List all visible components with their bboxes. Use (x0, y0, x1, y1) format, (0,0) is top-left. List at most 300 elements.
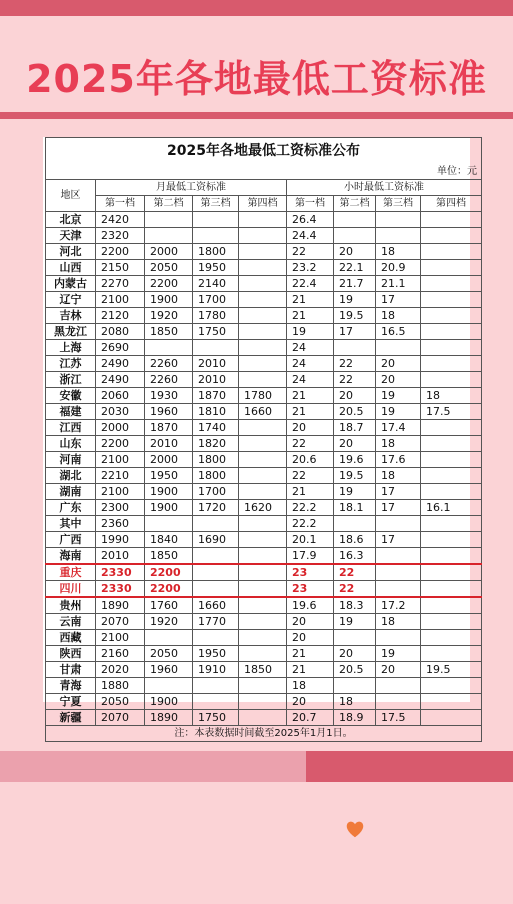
monthly-tier-1-cell: 2020 (96, 662, 145, 678)
region-cell: 宁夏 (46, 694, 96, 710)
monthly-tier-2-cell: 1900 (145, 484, 193, 500)
hourly-tier-4-cell (421, 630, 482, 646)
hourly-tier-1-cell: 17.9 (287, 548, 334, 565)
table-row (46, 276, 482, 292)
monthly-tier-3-cell: 1800 (193, 468, 239, 484)
monthly-tier-3-cell (193, 630, 239, 646)
monthly-tier-3-cell: 1700 (193, 292, 239, 308)
hourly-tier-3-cell: 16.5 (376, 324, 421, 340)
region-cell: 广西 (46, 532, 96, 548)
hourly-tier-4-cell: 18 (421, 388, 482, 404)
monthly-tier-1-cell: 2050 (96, 694, 145, 710)
hourly-tier-3-cell: 20 (376, 356, 421, 372)
monthly-tier-2-cell: 2050 (145, 646, 193, 662)
hourly-tier-2-cell: 20 (334, 646, 376, 662)
hourly-tier-4-header: 第四档 (421, 196, 482, 212)
monthly-tier-3-cell (193, 228, 239, 244)
hourly-tier-1-cell: 22 (287, 468, 334, 484)
table-row (46, 581, 482, 598)
hourly-tier-2-cell: 19.5 (334, 308, 376, 324)
monthly-tier-2-cell: 1760 (145, 597, 193, 614)
monthly-tier-4-cell (239, 646, 287, 662)
page-title: 2025年各地最低工资标准 (26, 57, 487, 101)
monthly-tier-2-cell: 1930 (145, 388, 193, 404)
monthly-tier-3-cell (193, 678, 239, 694)
monthly-tier-3-cell (193, 516, 239, 532)
region-cell: 安徽 (46, 388, 96, 404)
hourly-tier-1-cell: 18 (287, 678, 334, 694)
hourly-tier-2-cell: 19.5 (334, 468, 376, 484)
hourly-tier-2-cell: 18 (334, 694, 376, 710)
monthly-tier-2-cell: 1900 (145, 292, 193, 308)
monthly-tier-1-cell: 1890 (96, 597, 145, 614)
region-cell: 黑龙江 (46, 324, 96, 340)
region-cell: 陕西 (46, 646, 96, 662)
monthly-tier-1-cell: 2100 (96, 630, 145, 646)
hourly-tier-4-cell: 17.5 (421, 404, 482, 420)
monthly-tier-1-cell: 2270 (96, 276, 145, 292)
hourly-tier-3-cell (376, 228, 421, 244)
monthly-tier-2-cell: 1850 (145, 548, 193, 565)
monthly-tier-4-cell (239, 581, 287, 598)
table-row (46, 614, 482, 630)
hourly-tier-1-header: 第一档 (287, 196, 334, 212)
hourly-tier-2-cell (334, 228, 376, 244)
hourly-tier-3-cell: 19 (376, 388, 421, 404)
hourly-tier-2-cell: 18.9 (334, 710, 376, 726)
monthly-tier-4-cell (239, 340, 287, 356)
hourly-tier-4-cell (421, 436, 482, 452)
hourly-tier-3-cell (376, 212, 421, 228)
hourly-tier-1-cell: 22.2 (287, 500, 334, 516)
hourly-tier-1-cell: 20.7 (287, 710, 334, 726)
monthly-tier-3-cell: 1870 (193, 388, 239, 404)
region-cell: 贵州 (46, 597, 96, 614)
table-row (46, 404, 482, 420)
region-cell: 河北 (46, 244, 96, 260)
hourly-tier-1-cell: 20 (287, 630, 334, 646)
monthly-tier-3-cell: 2140 (193, 276, 239, 292)
monthly-tier-2-cell: 2050 (145, 260, 193, 276)
monthly-tier-1-cell: 2210 (96, 468, 145, 484)
monthly-tier-2-cell: 2260 (145, 372, 193, 388)
hourly-tier-1-cell: 26.4 (287, 212, 334, 228)
table-row (46, 597, 482, 614)
monthly-tier-4-cell (239, 292, 287, 308)
region-cell: 吉林 (46, 308, 96, 324)
hourly-tier-4-cell (421, 710, 482, 726)
monthly-tier-1-cell: 2330 (96, 564, 145, 581)
hourly-tier-4-cell (421, 308, 482, 324)
monthly-tier-4-cell (239, 630, 287, 646)
monthly-tier-3-cell (193, 340, 239, 356)
hourly-tier-4-cell (421, 548, 482, 565)
monthly-tier-1-cell: 2490 (96, 356, 145, 372)
table-row (46, 694, 482, 710)
monthly-tier-4-cell: 1780 (239, 388, 287, 404)
monthly-tier-2-cell: 1960 (145, 662, 193, 678)
region-cell: 江苏 (46, 356, 96, 372)
monthly-tier-2-cell: 1960 (145, 404, 193, 420)
monthly-tier-1-cell: 2000 (96, 420, 145, 436)
monthly-tier-4-cell (239, 324, 287, 340)
monthly-tier-3-cell: 1720 (193, 500, 239, 516)
hourly-tier-2-cell: 22 (334, 581, 376, 598)
hourly-tier-2-cell: 17 (334, 324, 376, 340)
monthly-tier-1-cell: 1880 (96, 678, 145, 694)
hourly-header: 小时最低工资标准 (287, 180, 482, 196)
monthly-tier-1-cell: 2150 (96, 260, 145, 276)
title-underline (0, 112, 513, 119)
decorative-band-right (306, 751, 513, 782)
region-cell: 浙江 (46, 372, 96, 388)
hourly-tier-3-cell (376, 564, 421, 581)
monthly-tier-4-cell (239, 260, 287, 276)
monthly-tier-2-cell (145, 212, 193, 228)
table-row (46, 356, 482, 372)
region-cell: 福建 (46, 404, 96, 420)
hourly-tier-4-cell (421, 372, 482, 388)
monthly-tier-1-cell: 2080 (96, 324, 145, 340)
hourly-tier-4-cell (421, 516, 482, 532)
hourly-tier-3-cell (376, 516, 421, 532)
monthly-tier-3-header: 第三档 (193, 196, 239, 212)
region-cell: 重庆 (46, 564, 96, 581)
monthly-tier-1-cell: 2360 (96, 516, 145, 532)
hourly-tier-3-cell: 17.5 (376, 710, 421, 726)
monthly-tier-1-cell: 1990 (96, 532, 145, 548)
region-cell: 内蒙古 (46, 276, 96, 292)
region-cell: 云南 (46, 614, 96, 630)
monthly-tier-3-cell: 1770 (193, 614, 239, 630)
hourly-tier-2-cell: 20 (334, 388, 376, 404)
hourly-tier-2-cell: 22 (334, 372, 376, 388)
hourly-tier-4-cell (421, 292, 482, 308)
table-row (46, 564, 482, 581)
hourly-tier-2-cell: 18.6 (334, 532, 376, 548)
hourly-tier-4-cell (421, 244, 482, 260)
hourly-tier-1-cell: 22.4 (287, 276, 334, 292)
monthly-tier-1-cell: 2100 (96, 292, 145, 308)
top-band (0, 0, 513, 16)
hourly-tier-3-cell: 19 (376, 646, 421, 662)
hourly-tier-4-cell: 19.5 (421, 662, 482, 678)
hourly-tier-2-cell: 22 (334, 564, 376, 581)
monthly-tier-4-cell (239, 484, 287, 500)
monthly-tier-4-cell (239, 516, 287, 532)
tier-header-row (46, 196, 482, 212)
hourly-tier-4-cell (421, 694, 482, 710)
hourly-tier-3-cell: 18 (376, 468, 421, 484)
monthly-tier-3-cell: 1950 (193, 646, 239, 662)
hourly-tier-2-cell: 19.6 (334, 452, 376, 468)
hourly-tier-3-cell (376, 340, 421, 356)
hourly-tier-3-cell (376, 548, 421, 565)
monthly-tier-4-cell (239, 420, 287, 436)
monthly-tier-1-cell: 2010 (96, 548, 145, 565)
monthly-tier-4-cell (239, 597, 287, 614)
wage-table-card (43, 137, 478, 739)
hourly-tier-2-cell: 20.5 (334, 662, 376, 678)
hourly-tier-2-cell: 19 (334, 292, 376, 308)
monthly-tier-3-cell: 1740 (193, 420, 239, 436)
monthly-tier-3-cell: 1820 (193, 436, 239, 452)
hourly-tier-2-cell: 18.3 (334, 597, 376, 614)
monthly-tier-4-cell (239, 678, 287, 694)
monthly-tier-1-cell: 2060 (96, 388, 145, 404)
table-row (46, 244, 482, 260)
monthly-tier-3-cell: 1780 (193, 308, 239, 324)
monthly-tier-2-cell (145, 228, 193, 244)
monthly-tier-3-cell: 1910 (193, 662, 239, 678)
monthly-tier-4-cell (239, 276, 287, 292)
monthly-tier-1-cell: 2100 (96, 452, 145, 468)
table-row (46, 436, 482, 452)
monthly-tier-3-cell: 1690 (193, 532, 239, 548)
table-row (46, 372, 482, 388)
monthly-tier-2-cell: 1920 (145, 614, 193, 630)
monthly-tier-1-cell: 2320 (96, 228, 145, 244)
monthly-tier-2-cell: 2000 (145, 244, 193, 260)
hourly-tier-4-cell (421, 260, 482, 276)
monthly-tier-2-cell: 2200 (145, 581, 193, 598)
hourly-tier-1-cell: 21 (287, 646, 334, 662)
hourly-tier-4-cell (421, 597, 482, 614)
hourly-tier-3-cell (376, 581, 421, 598)
hourly-tier-4-cell (421, 212, 482, 228)
hourly-tier-2-cell: 21.7 (334, 276, 376, 292)
hourly-tier-1-cell: 21 (287, 404, 334, 420)
table-row (46, 324, 482, 340)
monthly-tier-1-cell: 2030 (96, 404, 145, 420)
hourly-tier-2-cell (334, 678, 376, 694)
hourly-tier-3-cell (376, 678, 421, 694)
hourly-tier-2-cell: 16.3 (334, 548, 376, 565)
monthly-tier-3-cell: 2010 (193, 372, 239, 388)
hourly-tier-4-cell (421, 532, 482, 548)
hourly-tier-1-cell: 21 (287, 292, 334, 308)
hourly-tier-2-cell: 22 (334, 356, 376, 372)
hourly-tier-4-cell (421, 614, 482, 630)
hourly-tier-1-cell: 20.6 (287, 452, 334, 468)
monthly-tier-2-cell: 1850 (145, 324, 193, 340)
hourly-tier-3-cell: 20 (376, 662, 421, 678)
monthly-header: 月最低工资标准 (96, 180, 287, 196)
monthly-tier-1-cell: 2160 (96, 646, 145, 662)
table-row (46, 532, 482, 548)
monthly-tier-3-cell (193, 212, 239, 228)
monthly-tier-3-cell: 2010 (193, 356, 239, 372)
monthly-tier-3-cell: 1750 (193, 324, 239, 340)
region-cell: 北京 (46, 212, 96, 228)
hourly-tier-1-cell: 24 (287, 372, 334, 388)
hourly-tier-3-header: 第三档 (376, 196, 421, 212)
monthly-tier-4-cell (239, 710, 287, 726)
hourly-tier-3-cell: 17 (376, 500, 421, 516)
monthly-tier-2-cell: 2010 (145, 436, 193, 452)
monthly-tier-3-cell (193, 581, 239, 598)
hourly-tier-2-cell: 19 (334, 484, 376, 500)
wage-table (45, 137, 482, 742)
hourly-tier-4-cell (421, 468, 482, 484)
hourly-tier-4-cell (421, 484, 482, 500)
hourly-tier-4-cell (421, 646, 482, 662)
hourly-tier-3-cell: 18 (376, 244, 421, 260)
monthly-tier-1-cell: 2690 (96, 340, 145, 356)
hourly-tier-2-cell (334, 630, 376, 646)
monthly-tier-3-cell: 1800 (193, 452, 239, 468)
table-row (46, 646, 482, 662)
hourly-tier-3-cell: 18 (376, 308, 421, 324)
table-row (46, 468, 482, 484)
monthly-tier-4-cell (239, 548, 287, 565)
table-row (46, 260, 482, 276)
monthly-tier-2-cell: 2000 (145, 452, 193, 468)
heart-icon (344, 818, 366, 840)
hourly-tier-1-cell: 21 (287, 484, 334, 500)
region-cell: 广东 (46, 500, 96, 516)
table-row (46, 516, 482, 532)
region-cell: 辽宁 (46, 292, 96, 308)
hourly-tier-2-cell (334, 516, 376, 532)
region-cell: 青海 (46, 678, 96, 694)
monthly-tier-1-cell: 2200 (96, 436, 145, 452)
hourly-tier-1-cell: 20 (287, 614, 334, 630)
monthly-tier-4-cell (239, 452, 287, 468)
unit-label: 单位：元 (46, 164, 482, 180)
region-cell: 湖北 (46, 468, 96, 484)
hourly-tier-2-cell: 20 (334, 244, 376, 260)
hourly-tier-2-cell: 18.1 (334, 500, 376, 516)
monthly-tier-3-cell: 1660 (193, 597, 239, 614)
table-row (46, 548, 482, 565)
hourly-tier-1-cell: 22 (287, 244, 334, 260)
hourly-tier-4-cell (421, 452, 482, 468)
hourly-tier-3-cell: 17.4 (376, 420, 421, 436)
monthly-tier-3-cell: 1750 (193, 710, 239, 726)
hourly-tier-3-cell: 20 (376, 372, 421, 388)
monthly-tier-2-cell: 1950 (145, 468, 193, 484)
monthly-tier-1-cell: 2120 (96, 308, 145, 324)
monthly-tier-3-cell (193, 694, 239, 710)
table-row (46, 500, 482, 516)
monthly-tier-4-cell (239, 244, 287, 260)
monthly-tier-4-cell (239, 436, 287, 452)
hourly-tier-2-header: 第二档 (334, 196, 376, 212)
hourly-tier-4-cell (421, 564, 482, 581)
hourly-tier-3-cell: 17.6 (376, 452, 421, 468)
table-note: 注：本表数据时间截至2025年1月1日。 (46, 726, 482, 742)
monthly-tier-3-cell (193, 548, 239, 565)
hourly-tier-3-cell: 19 (376, 404, 421, 420)
monthly-tier-2-cell: 1920 (145, 308, 193, 324)
hourly-tier-3-cell: 17 (376, 484, 421, 500)
hourly-tier-2-cell: 20 (334, 436, 376, 452)
monthly-tier-4-cell (239, 564, 287, 581)
hourly-tier-1-cell: 23.2 (287, 260, 334, 276)
monthly-tier-3-cell: 1800 (193, 244, 239, 260)
hourly-tier-1-cell: 20 (287, 420, 334, 436)
region-cell: 天津 (46, 228, 96, 244)
monthly-tier-2-cell: 2200 (145, 564, 193, 581)
hourly-tier-3-cell (376, 694, 421, 710)
hourly-tier-1-cell: 20.1 (287, 532, 334, 548)
monthly-tier-2-cell: 1890 (145, 710, 193, 726)
hourly-tier-4-cell (421, 581, 482, 598)
monthly-tier-1-cell: 2300 (96, 500, 145, 516)
hourly-tier-4-cell (421, 324, 482, 340)
hourly-tier-1-cell: 22.2 (287, 516, 334, 532)
region-cell: 上海 (46, 340, 96, 356)
hourly-tier-4-cell (421, 678, 482, 694)
table-row (46, 388, 482, 404)
monthly-tier-1-cell: 2200 (96, 244, 145, 260)
monthly-tier-2-cell: 2260 (145, 356, 193, 372)
monthly-tier-1-cell: 2070 (96, 710, 145, 726)
table-title: 2025年各地最低工资标准公布 (46, 138, 482, 165)
monthly-tier-4-cell (239, 372, 287, 388)
monthly-tier-1-cell: 2070 (96, 614, 145, 630)
hourly-tier-1-cell: 21 (287, 388, 334, 404)
monthly-tier-1-cell: 2330 (96, 581, 145, 598)
hourly-tier-2-cell (334, 212, 376, 228)
monthly-tier-2-cell: 2200 (145, 276, 193, 292)
monthly-tier-4-cell (239, 356, 287, 372)
region-cell: 四川 (46, 581, 96, 598)
table-row (46, 420, 482, 436)
table-row (46, 228, 482, 244)
region-cell: 山东 (46, 436, 96, 452)
hourly-tier-2-cell: 20.5 (334, 404, 376, 420)
region-cell: 西藏 (46, 630, 96, 646)
monthly-tier-2-cell (145, 630, 193, 646)
hourly-tier-1-cell: 21 (287, 662, 334, 678)
monthly-tier-4-cell (239, 532, 287, 548)
monthly-tier-3-cell: 1810 (193, 404, 239, 420)
monthly-tier-4-cell: 1660 (239, 404, 287, 420)
hourly-tier-1-cell: 22 (287, 436, 334, 452)
monthly-tier-2-cell (145, 516, 193, 532)
table-row (46, 212, 482, 228)
region-cell: 湖南 (46, 484, 96, 500)
monthly-tier-1-header: 第一档 (96, 196, 145, 212)
monthly-tier-2-cell (145, 340, 193, 356)
monthly-tier-1-cell: 2490 (96, 372, 145, 388)
table-row (46, 452, 482, 468)
monthly-tier-3-cell (193, 564, 239, 581)
region-cell: 海南 (46, 548, 96, 565)
hourly-tier-2-cell: 19 (334, 614, 376, 630)
hourly-tier-3-cell: 17 (376, 532, 421, 548)
hourly-tier-4-cell (421, 340, 482, 356)
region-cell: 山西 (46, 260, 96, 276)
hourly-tier-3-cell: 17.2 (376, 597, 421, 614)
monthly-tier-4-cell (239, 212, 287, 228)
hourly-tier-4-cell (421, 420, 482, 436)
hourly-tier-3-cell: 18 (376, 436, 421, 452)
hourly-tier-4-cell (421, 228, 482, 244)
table-row (46, 292, 482, 308)
monthly-tier-1-cell: 2100 (96, 484, 145, 500)
hourly-tier-3-cell: 20.9 (376, 260, 421, 276)
hourly-tier-1-cell: 24.4 (287, 228, 334, 244)
monthly-tier-4-cell (239, 468, 287, 484)
region-cell: 甘肃 (46, 662, 96, 678)
hourly-tier-3-cell: 18 (376, 614, 421, 630)
hourly-tier-1-cell: 20 (287, 694, 334, 710)
monthly-tier-4-cell (239, 614, 287, 630)
monthly-tier-2-cell: 1840 (145, 532, 193, 548)
